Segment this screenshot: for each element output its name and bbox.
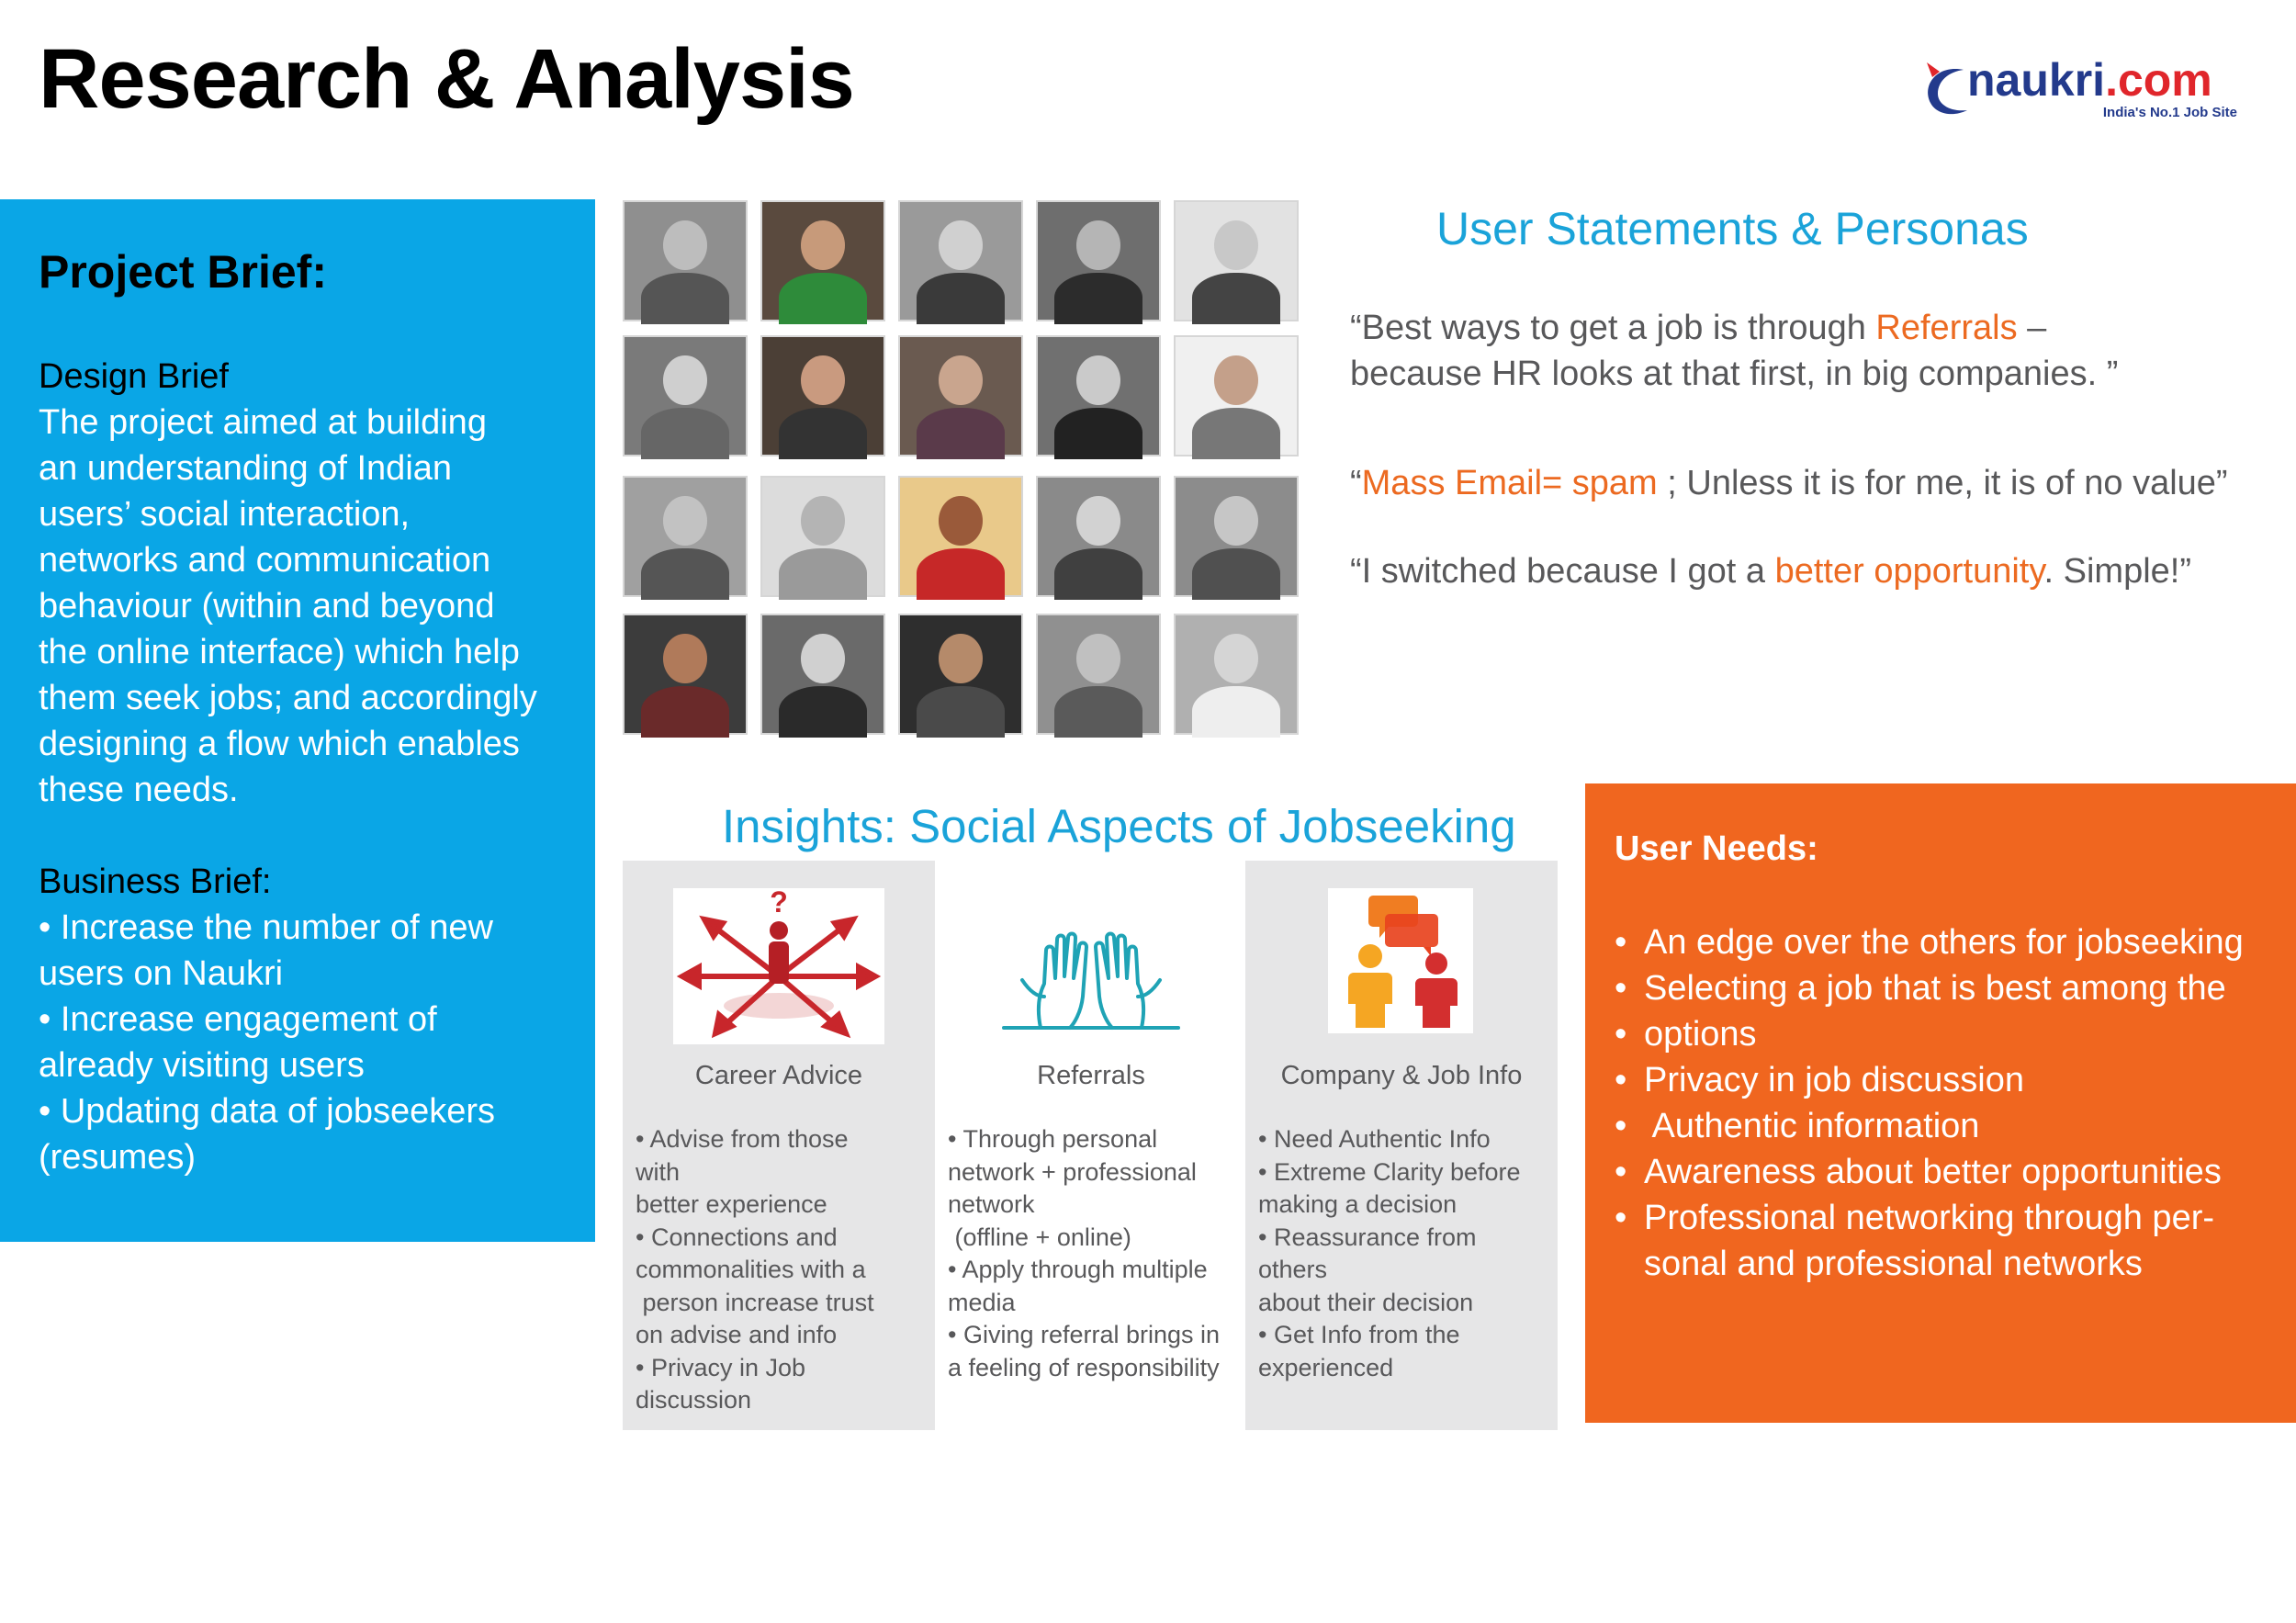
- design-brief-line: them seek jobs; and accordingly: [39, 679, 537, 717]
- insight-line: • Need Authentic Info: [1258, 1125, 1491, 1153]
- persona-photo: [623, 200, 748, 321]
- persona-photo-torso: [641, 408, 728, 459]
- persona-photo-face: [1214, 355, 1258, 405]
- insight-line: about their decision: [1258, 1288, 1474, 1316]
- design-brief-label: Design Brief: [39, 357, 229, 396]
- quote-highlight: better opportunity: [1774, 552, 2044, 591]
- persona-photo: [898, 335, 1023, 456]
- business-brief-line: • Updating data of jobseekers: [39, 1092, 496, 1131]
- user-quote-referrals: [1350, 305, 2118, 397]
- user-need-item: • Professional networking through per- sonal and professional networks: [1615, 1195, 2278, 1287]
- persona-photo-face: [801, 355, 845, 405]
- quote-text: “: [1350, 464, 1362, 502]
- persona-photo-face: [663, 355, 707, 405]
- persona-photo-torso: [1192, 273, 1279, 324]
- persona-photo-torso: [1192, 408, 1279, 459]
- persona-photo: [1036, 476, 1161, 597]
- quote-text: “I switched because I got a: [1350, 552, 1775, 591]
- persona-photo-grid: [623, 200, 1299, 738]
- insight-line: • Connections and: [636, 1223, 838, 1251]
- insight-line: with: [636, 1157, 681, 1186]
- design-brief-line: behaviour (within and beyond: [39, 587, 495, 626]
- persona-photo: [1174, 614, 1299, 735]
- persona-photo-face: [663, 634, 707, 683]
- persona-photo: [760, 476, 885, 597]
- persona-photo-face: [939, 634, 983, 683]
- persona-photo-torso: [1054, 548, 1142, 600]
- persona-photo: [898, 614, 1023, 735]
- design-brief-line: an understanding of Indian: [39, 449, 453, 488]
- quote-highlight: Referrals: [1875, 309, 2018, 347]
- user-need-item: • Authentic information: [1615, 1103, 2278, 1149]
- insight-line: • Get Info from the: [1258, 1321, 1460, 1348]
- persona-photo: [760, 614, 885, 735]
- quote-highlight: Mass Email= spam: [1361, 464, 1658, 502]
- user-need-item: • options: [1615, 1011, 2278, 1057]
- insight-column-referrals: [935, 861, 1247, 1430]
- logo-tagline: India's No.1 Job Site: [2102, 105, 2237, 120]
- user-quote-opportunity: [1350, 548, 2191, 594]
- naukri-swoosh-icon: [1919, 57, 1975, 121]
- persona-photo-torso: [779, 273, 866, 324]
- insight-line: person increase trust: [636, 1288, 874, 1316]
- user-needs-heading: User Needs:: [1615, 829, 1818, 868]
- business-brief-line: (resumes): [39, 1138, 197, 1177]
- insight-line: • Extreme Clarity before: [1258, 1157, 1521, 1186]
- insight-line: network: [948, 1190, 1035, 1218]
- design-brief-line: networks and communication: [39, 541, 491, 580]
- persona-photo-torso: [641, 686, 728, 738]
- insight-line: • Apply through multiple: [948, 1256, 1208, 1283]
- user-need-item: • An edge over the others for jobseeking: [1615, 919, 2278, 965]
- insight-column-career-advice: [623, 861, 935, 1430]
- insight-column-company-job-info: [1245, 861, 1558, 1430]
- persona-photo-face: [939, 355, 983, 405]
- quote-text: ; Unless it is for me, it is of no value”: [1657, 464, 2228, 502]
- persona-photo-face: [1076, 496, 1120, 546]
- persona-photo-torso: [917, 686, 1004, 738]
- persona-photo: [623, 614, 748, 735]
- page-title: Research & Analysis: [39, 32, 854, 126]
- business-brief-line: already visiting users: [39, 1046, 365, 1085]
- user-needs-list: [1615, 919, 2278, 1287]
- quote-text: “Best ways to get a job is through: [1350, 309, 1876, 347]
- insight-line: • Through personal: [948, 1125, 1158, 1153]
- persona-photo-torso: [779, 686, 866, 738]
- persona-photo-face: [1214, 496, 1258, 546]
- insight-line: network + professional: [948, 1157, 1197, 1186]
- persona-photo-torso: [641, 548, 728, 600]
- persona-photo-face: [1214, 220, 1258, 270]
- referrals-title: Referrals: [1037, 1061, 1145, 1090]
- insight-line: media: [948, 1288, 1016, 1316]
- insight-line: • Giving referral brings in: [948, 1321, 1221, 1348]
- company-job-info-points: [1258, 1123, 1550, 1384]
- persona-photo-torso: [641, 273, 728, 324]
- persona-photo: [623, 476, 748, 597]
- persona-photo-face: [663, 496, 707, 546]
- design-brief-line: users’ social interaction,: [39, 495, 411, 534]
- persona-photo-face: [1076, 355, 1120, 405]
- insights-title: Insights: Social Aspects of Jobseeking: [722, 800, 1516, 852]
- persona-photo-torso: [779, 408, 866, 459]
- persona-photo: [760, 200, 885, 321]
- persona-photo-torso: [917, 548, 1004, 600]
- persona-photo-face: [801, 496, 845, 546]
- logo-suffix: .com: [2105, 54, 2212, 106]
- persona-photo-face: [1214, 634, 1258, 683]
- user-needs-panel: [1585, 783, 2296, 1423]
- insight-line: (offline + online): [948, 1223, 1131, 1251]
- user-need-item: • Selecting a job that is best among the: [1615, 965, 2278, 1011]
- career-advice-points: [636, 1123, 928, 1417]
- persona-photo-torso: [1192, 548, 1279, 600]
- insight-line: • Privacy in Job: [636, 1353, 806, 1381]
- insight-line: discussion: [636, 1386, 752, 1414]
- quote-text: because HR looks at that first, in big companies. ”: [1350, 355, 2119, 393]
- business-brief-line: • Increase the number of new: [39, 908, 493, 947]
- persona-photo: [1036, 200, 1161, 321]
- user-need-item: • Awareness about better opportunities: [1615, 1149, 2278, 1195]
- business-brief-label: Business Brief:: [39, 862, 272, 901]
- insight-line: • Advise from those: [636, 1125, 849, 1153]
- persona-photo-face: [1076, 220, 1120, 270]
- persona-photo-torso: [779, 548, 866, 600]
- persona-photo: [1036, 614, 1161, 735]
- design-brief-line: these needs.: [39, 771, 239, 809]
- persona-photo-torso: [1192, 686, 1279, 738]
- svg-text:?: ?: [770, 888, 788, 919]
- company-info-icon: [1328, 888, 1473, 1033]
- business-brief-line: users on Naukri: [39, 954, 284, 993]
- persona-photo: [898, 476, 1023, 597]
- logo-name: naukri: [1967, 54, 2106, 106]
- insight-line: making a decision: [1258, 1190, 1458, 1218]
- insight-line: • Reassurance from others: [1258, 1223, 1477, 1283]
- design-brief-line: The project aimed at building: [39, 403, 487, 442]
- naukri-logo: [1919, 54, 2241, 123]
- persona-photo: [1036, 335, 1161, 456]
- insight-line: on advise and info: [636, 1321, 838, 1348]
- user-statements-title: User Statements & Personas: [1436, 203, 2029, 254]
- design-brief-line: designing a flow which enables: [39, 725, 520, 763]
- quote-text: . Simple!”: [2043, 552, 2192, 591]
- user-quote-mass-email: [1350, 460, 2228, 506]
- persona-photo-torso: [1054, 273, 1142, 324]
- persona-photo: [1174, 476, 1299, 597]
- persona-photo: [623, 335, 748, 456]
- user-need-item: • Privacy in job discussion: [1615, 1057, 2278, 1103]
- insight-line: commonalities with a: [636, 1256, 866, 1283]
- insight-line: a feeling of responsibility: [948, 1353, 1220, 1381]
- persona-photo-face: [939, 496, 983, 546]
- project-brief-heading: Project Brief:: [39, 246, 327, 298]
- persona-photo-face: [663, 220, 707, 270]
- persona-photo-face: [939, 220, 983, 270]
- persona-photo-face: [801, 634, 845, 683]
- career-advice-title: Career Advice: [694, 1061, 863, 1090]
- logo-wordmark: [1967, 54, 2212, 106]
- referrals-points: [948, 1123, 1240, 1384]
- quote-text: –: [2017, 309, 2047, 347]
- insight-line: experienced: [1258, 1353, 1394, 1381]
- persona-photo: [1174, 200, 1299, 321]
- business-brief-list: [39, 905, 577, 1180]
- design-brief-text: [39, 400, 577, 813]
- project-brief-panel: [0, 199, 595, 1242]
- insight-line: better experience: [636, 1190, 827, 1218]
- persona-photo-face: [801, 220, 845, 270]
- persona-photo-torso: [1054, 686, 1142, 738]
- referrals-icon: [985, 888, 1197, 1044]
- persona-photo: [1174, 335, 1299, 456]
- persona-photo-face: [1076, 634, 1120, 683]
- company-job-info-title: Company & Job Info: [1280, 1061, 1523, 1090]
- persona-photo: [760, 335, 885, 456]
- persona-photo-torso: [1054, 408, 1142, 459]
- design-brief-line: the online interface) which help: [39, 633, 520, 671]
- persona-photo-torso: [917, 273, 1004, 324]
- persona-photo: [898, 200, 1023, 321]
- business-brief-line: • Increase engagement of: [39, 1000, 437, 1039]
- career-advice-icon: [673, 888, 884, 1044]
- persona-photo-torso: [917, 408, 1004, 459]
